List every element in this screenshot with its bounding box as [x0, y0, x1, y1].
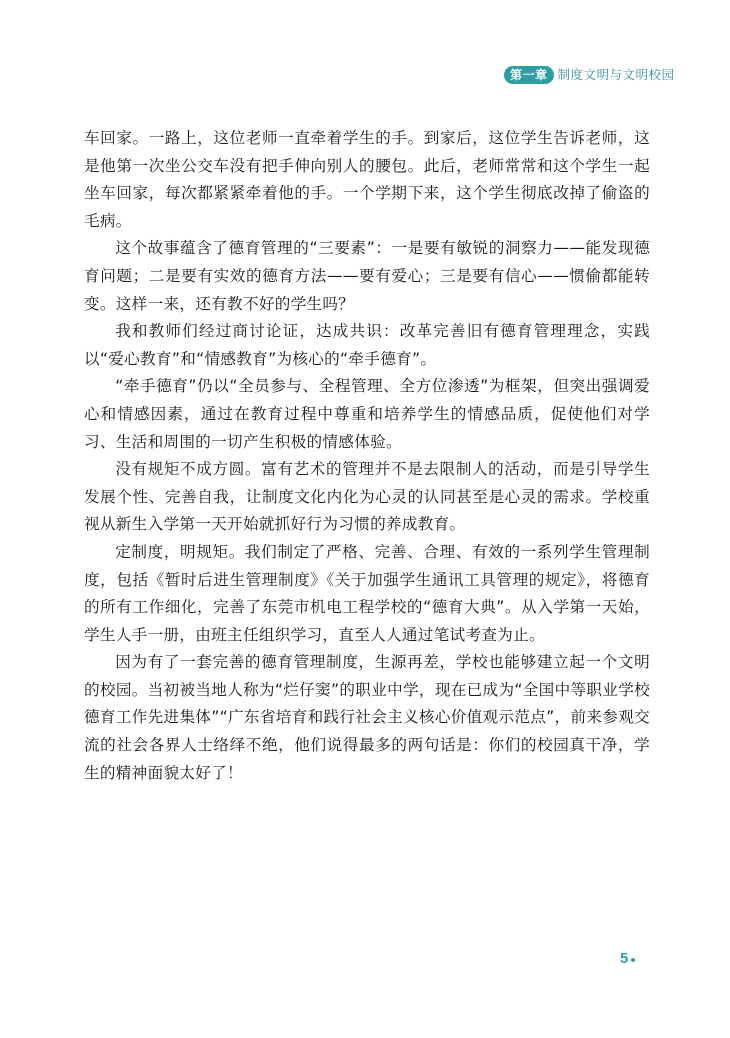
page-number: [620, 950, 635, 967]
page-number-dot-icon: [631, 958, 635, 962]
paragraph-5: 没有规矩不成方圆。富有艺术的管理并不是去限制人的活动，而是引导学生发展个性、完善自我，让制度文化内化为心灵的认同甚至是心灵的需求。学校重视从新生入学第一天开始就抓好行为习惯的养成教育。: [84, 460, 650, 534]
paragraph-4: “牵手德育”仍以“全员参与、全程管理、全方位渗透”为框架，但突出强调爱心和情感因素，通过在教育过程中尊重和培养学生的情感品质，促使他们对学习、生活和周围的一切产生积极的情感体验。: [84, 377, 650, 451]
paragraph-3: 我和教师们经过商讨论证，达成共识：改革完善旧有德育管理理念，实践以“爱心教育”和“情感教育”为核心的“牵手德育”。: [84, 322, 650, 368]
page-number-value: 5: [620, 950, 629, 967]
body-text: [84, 125, 650, 787]
paragraph-6: 定制度，明规矩。我们制定了严格、完善、合理、有效的一系列学生管理制度，包括《暂时后进生管理制度》《关于加强学生通讯工具管理的规定》，将德育的所有工作细化，完善了东莞市机电工程学校的“德育大典”。从入学第一天始，学生人手一册，由班主任组织学习，直至人人通过笔试考查为止。: [84, 542, 650, 644]
paragraph-1: 车回家。一路上，这位老师一直牵着学生的手。到家后，这位学生告诉老师，这是他第一次坐公交车没有把手伸向别人的腰包。此后，老师常常和这个学生一起坐车回家，每次都紧紧牵着他的手。一个学期下来，这个学生彻底改掉了偷盗的毛病。: [84, 129, 650, 230]
chapter-title: 制度文明与文明校园: [557, 67, 675, 82]
paragraph-7: 因为有了一套完善的德育管理制度，生源再差，学校也能够建立起一个文明的校园。当初被当地人称为“烂仔窦”的职业中学，现在已成为“全国中等职业学校德育工作先进集体”“广东省培育和践行社会主义核心价值观示范点”，前来参观交流的社会各界人士络绎不绝，他们说得最多的两句话是：你们的校园真干净，学生的精神面貌太好了！: [84, 653, 650, 782]
paragraph-2: 这个故事蕴含了德育管理的“三要素”：一是要有敏锐的洞察力——能发现德育问题；二是要有实效的德育方法——要有爱心；三是要有信心——惯偷都能转变。这样一来，还有教不好的学生吗？: [84, 239, 650, 313]
chapter-header: [504, 64, 675, 86]
chapter-badge: 第一章: [504, 66, 554, 84]
